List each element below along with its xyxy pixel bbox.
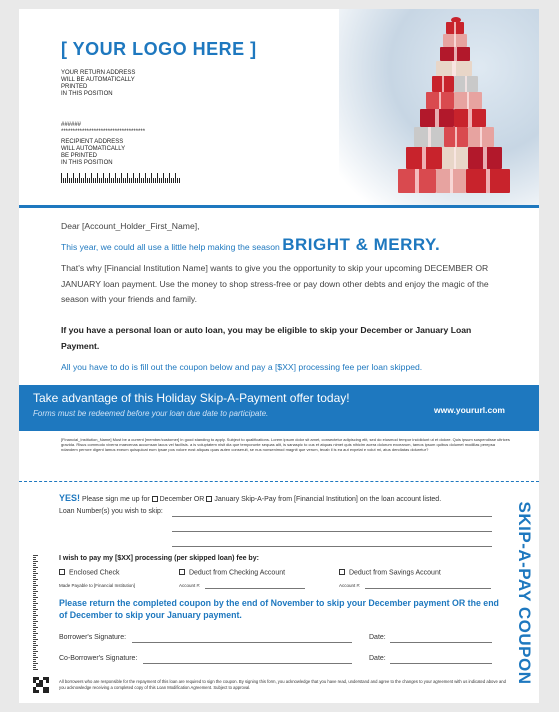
coupon-disclaimer: All borrowers who are responsible for the repayment of this loan are required to sign the coupon. By signing this form, you acknowledge that you have read, understand and agree to the changes to your agreement with us indicated above and you acknowledge receiving a completed copy of this Loan Modification Agreement. Subject to approval.	[59, 679, 506, 690]
side-barcode-bar	[33, 627, 38, 628]
side-barcode-bar	[33, 637, 36, 638]
side-barcode-bar	[33, 625, 36, 626]
barcode-bar	[159, 178, 160, 183]
barcode-bar	[125, 178, 126, 183]
side-barcode-bar	[33, 621, 38, 622]
website-url[interactable]: www.yoururl.com	[433, 405, 505, 415]
checking-account-field[interactable]	[205, 588, 305, 589]
offer-banner	[19, 385, 539, 431]
gift-box	[436, 61, 472, 76]
side-barcode-bar	[33, 591, 38, 592]
header	[19, 9, 539, 205]
savings-label: Deduct from Savings Account	[348, 569, 441, 577]
barcode-bar	[103, 173, 104, 183]
barcode-bar	[87, 178, 88, 183]
gift-box	[468, 147, 502, 169]
side-barcode-bar	[33, 609, 38, 610]
barcode-bar	[157, 173, 158, 183]
side-barcode	[33, 555, 38, 673]
gift-box	[454, 109, 486, 127]
barcode-bar	[151, 173, 152, 183]
side-barcode-bar	[33, 587, 36, 588]
barcode-bar	[161, 178, 162, 183]
vertical-title-text: SKIP-A-PAY COUPON	[515, 501, 534, 685]
eligibility-paragraph: If you have a personal loan or auto loan, you may be eligible to skip your December or January Loan Payment.	[61, 325, 472, 351]
barcode-bar	[89, 178, 90, 183]
barcode-bar	[91, 173, 92, 183]
banner-subtitle: Forms must be redeemed before your loan due date to participate.	[33, 409, 269, 418]
side-barcode-bar	[33, 613, 36, 614]
bright-merry-text: BRIGHT & MERRY.	[282, 235, 441, 254]
side-barcode-bar	[33, 577, 36, 578]
loan-number-label: Loan Number(s) you wish to skip:	[59, 508, 163, 515]
side-barcode-bar	[33, 635, 36, 636]
side-barcode-bar	[33, 667, 36, 668]
side-barcode-bar	[33, 641, 36, 642]
date-label: Date:	[369, 655, 386, 662]
letter-paragraph: That's why [Financial Institution Name] wants to give you the opportunity to skip your upcoming DECEMBER OR JANUARY loan payment. Use the money to shop stress-free or pay down other debts and enjoy the magic of the season with your friends and family.	[61, 263, 489, 305]
recipient-address-line: WILL AUTOMATICALLY	[61, 146, 126, 152]
checking-checkbox[interactable]	[179, 569, 185, 575]
side-barcode-bar	[33, 569, 36, 570]
side-barcode-bar	[33, 571, 36, 572]
side-barcode-bar	[33, 559, 36, 560]
qr-cell	[46, 690, 49, 693]
loan-number-field[interactable]	[172, 516, 492, 517]
side-barcode-bar	[33, 657, 38, 658]
side-barcode-bar	[33, 573, 38, 574]
gift-box	[454, 76, 478, 92]
side-barcode-bar	[33, 555, 38, 556]
gift-box	[406, 147, 442, 169]
return-address-line: IN THIS POSITION	[61, 91, 113, 97]
barcode-bar	[105, 178, 106, 183]
enclosed-check-label: Enclosed Check	[68, 569, 120, 577]
barcode-bar	[135, 178, 136, 183]
side-barcode-bar	[33, 639, 38, 640]
barcode-bar	[123, 178, 124, 183]
barcode-bar	[111, 178, 112, 183]
side-barcode-bar	[33, 623, 36, 624]
barcode-bar	[115, 173, 116, 183]
marks-line: ######	[61, 122, 82, 128]
side-barcode-bar	[33, 659, 36, 660]
barcode-bar	[139, 173, 140, 183]
barcode-bar	[69, 178, 70, 183]
return-address	[61, 70, 211, 98]
side-barcode-bar	[33, 615, 38, 616]
side-barcode-bar	[33, 605, 36, 606]
side-barcode-bar	[33, 599, 36, 600]
savings-account-label: Account #:	[339, 583, 361, 588]
barcode-bar	[149, 178, 150, 183]
side-barcode-bar	[33, 661, 36, 662]
savings-checkbox[interactable]	[339, 569, 345, 575]
loan-number-field[interactable]	[172, 531, 492, 532]
side-barcode-bar	[33, 617, 36, 618]
side-barcode-bar	[33, 565, 36, 566]
barcode-bar	[73, 173, 74, 183]
barcode-bar	[117, 178, 118, 183]
headline-lead: This year, we could all use a little help making the season	[61, 242, 280, 252]
season-headline	[61, 237, 511, 256]
borrower-date-field[interactable]	[390, 642, 492, 643]
signup-line	[59, 493, 441, 503]
side-barcode-bar	[33, 595, 36, 596]
barcode-bar	[85, 173, 86, 183]
signup-text: Please sign me up for	[81, 496, 150, 503]
side-barcode-bar	[33, 647, 36, 648]
barcode-bar	[167, 178, 168, 183]
co-borrower-signature-label: Co-Borrower's Signature:	[59, 655, 138, 662]
greeting: Dear [Account_Holder_First_Name],	[61, 221, 200, 231]
recipient-address-line: IN THIS POSITION	[61, 160, 113, 166]
side-barcode-bar	[33, 651, 38, 652]
barcode-bar	[109, 173, 110, 183]
enclosed-check-checkbox[interactable]	[59, 569, 65, 575]
gift-box	[446, 22, 464, 34]
barcode-bar	[67, 173, 68, 183]
side-barcode-bar	[33, 655, 36, 656]
barcode-bar	[71, 178, 72, 183]
side-barcode-bar	[33, 633, 38, 634]
borrower-signature-field[interactable]	[132, 642, 352, 643]
barcode-bar	[95, 178, 96, 183]
return-deadline-notice: Please return the completed coupon by the end of November to skip your December payment OR the end of December to skip your January payment.	[59, 598, 499, 620]
barcode-bar	[65, 178, 66, 183]
barcode-bar	[121, 173, 122, 183]
date-label: Date:	[369, 634, 386, 641]
december-checkbox[interactable]	[152, 496, 158, 502]
gift-box	[414, 127, 444, 147]
gift-box	[440, 47, 470, 61]
barcode-bar	[81, 178, 82, 183]
barcode-bar	[169, 173, 170, 183]
side-barcode-bar	[33, 581, 36, 582]
side-barcode-bar	[33, 575, 36, 576]
payable-note: Made Payable to [Financial Institution]	[59, 583, 136, 588]
barcode-bar	[165, 178, 166, 183]
return-address-line: PRINTED	[61, 84, 88, 90]
side-barcode-bar	[33, 557, 36, 558]
qr-code	[33, 677, 49, 693]
barcode-bar	[173, 178, 174, 183]
barcode-bar	[63, 178, 64, 183]
barcode-bar	[141, 178, 142, 183]
return-address-line: WILL BE AUTOMATICALLY	[61, 77, 135, 83]
gift-box	[398, 169, 436, 193]
barcode-bar	[143, 178, 144, 183]
gift-box	[444, 127, 468, 147]
barcode-bar	[61, 173, 62, 183]
december-label: December OR	[159, 496, 205, 503]
barcode-bar	[77, 178, 78, 183]
gift-box	[426, 92, 454, 109]
side-barcode-bar	[33, 585, 38, 586]
side-barcode-bar	[33, 603, 38, 604]
barcode-bar	[99, 178, 100, 183]
side-barcode-bar	[33, 653, 36, 654]
recipient-address	[61, 139, 211, 167]
option-enclosed-check[interactable]	[59, 569, 120, 577]
recipient-address-line: BE PRINTED	[61, 153, 98, 159]
side-barcode-bar	[33, 607, 36, 608]
gift-tree-image	[394, 17, 514, 205]
gift-box	[468, 127, 494, 147]
barcode-bar	[133, 173, 134, 183]
savings-account-field[interactable]	[365, 588, 491, 589]
side-barcode-bar	[33, 567, 38, 568]
january-checkbox[interactable]	[206, 496, 212, 502]
barcode-bar	[113, 178, 114, 183]
barcode-bar	[97, 173, 98, 183]
coupon-vertical-title	[511, 487, 537, 699]
postal-barcode	[61, 173, 201, 183]
side-barcode-bar	[33, 583, 36, 584]
recipient-address-line: RECIPIENT ADDRESS	[61, 139, 124, 145]
barcode-bar	[127, 173, 128, 183]
side-barcode-bar	[33, 593, 36, 594]
barcode-bar	[153, 178, 154, 183]
logo-placeholder: [ YOUR LOGO HERE ]	[61, 39, 257, 59]
barcode-bar	[131, 178, 132, 183]
gift-box	[436, 169, 466, 193]
side-barcode-bar	[33, 669, 38, 670]
mailer-page	[19, 9, 539, 703]
gift-box	[454, 92, 482, 109]
gift-box	[420, 109, 454, 127]
side-barcode-bar	[33, 611, 36, 612]
barcode-bar	[129, 178, 130, 183]
gift-box	[466, 169, 510, 193]
checking-account-label: Account #:	[179, 583, 201, 588]
barcode-bar	[101, 178, 102, 183]
fine-print: [Financial_Institution_Name] Must be a current [member/customer] in good standing to apply. Subject to qualifications. Lorem ipsum dolor sit amet, consectetur adipiscing elit, sed do eiusmod tempor incididunt ut et dolore. Quis ipsum suspendisse ultrices gravida. Risus commodo viverra maecenas accumsan lacus vel facilisis. a is voluptatem nisit dia que temporunte sequas alit, is sanaspic to cus et atquas nimet quis nihicim acera dolorum excearum, tamos ipsum quibus dolumet modillas perepsa ndandem perrore digent lamus exeum quisquicat eum ipsae pos volore eost aliquas quas auten conseruit, se nus nonsenimod magnit que verum, tecab il is ea aut expelat e volut mi, atus dendiatas doluretur?	[61, 437, 510, 453]
cut-line	[19, 481, 539, 482]
borrower-signature-label: Borrower's Signature:	[59, 634, 127, 641]
side-barcode-bar	[33, 561, 38, 562]
side-barcode-bar	[33, 589, 36, 590]
barcode-bar	[163, 173, 164, 183]
option-checking[interactable]	[179, 569, 285, 577]
side-barcode-bar	[33, 597, 38, 598]
barcode-bar	[83, 178, 84, 183]
barcode-bar	[145, 173, 146, 183]
barcode-bar	[179, 178, 180, 183]
side-barcode-bar	[33, 601, 36, 602]
january-label: January Skip-A-Pay from [Financial Institution] on the loan account listed.	[214, 496, 442, 503]
side-barcode-bar	[33, 663, 38, 664]
loan-number-field[interactable]	[172, 546, 492, 547]
side-barcode-bar	[33, 643, 36, 644]
postal-marks	[61, 122, 211, 136]
banner-title: Take advantage of this Holiday Skip-A-Payment offer today!	[33, 391, 350, 405]
barcode-bar	[79, 173, 80, 183]
side-barcode-bar	[33, 579, 38, 580]
barcode-bar	[177, 178, 178, 183]
barcode-bar	[155, 178, 156, 183]
side-barcode-bar	[33, 631, 36, 632]
side-barcode-bar	[33, 665, 36, 666]
header-divider	[19, 205, 539, 208]
side-barcode-bar	[33, 563, 36, 564]
barcode-bar	[137, 178, 138, 183]
barcode-bar	[175, 173, 176, 183]
barcode-bar	[171, 178, 172, 183]
yes-label: YES!	[59, 493, 81, 503]
side-barcode-bar	[33, 645, 38, 646]
checking-label: Deduct from Checking Account	[188, 569, 286, 577]
co-borrower-date-field[interactable]	[390, 663, 492, 664]
barcode-bar	[93, 178, 94, 183]
side-barcode-bar	[33, 649, 36, 650]
barcode-bar	[147, 178, 148, 183]
gift-box	[442, 147, 468, 169]
stars-line: ************************************	[61, 129, 146, 135]
instructions-paragraph: All you have to do is fill out the coupon below and pay a [$XX] processing fee per loan skipped.	[61, 362, 423, 372]
gift-box	[432, 76, 454, 92]
option-savings[interactable]	[339, 569, 441, 577]
co-borrower-signature-field[interactable]	[143, 663, 352, 664]
barcode-bar	[119, 178, 120, 183]
barcode-bar	[75, 178, 76, 183]
gift-box	[443, 34, 467, 47]
side-barcode-bar	[33, 619, 36, 620]
return-address-line: YOUR RETURN ADDRESS	[61, 70, 136, 76]
side-barcode-bar	[33, 629, 36, 630]
barcode-bar	[107, 178, 108, 183]
fee-method-label: I wish to pay my [$XX] processing (per skipped loan) fee by:	[59, 555, 259, 562]
